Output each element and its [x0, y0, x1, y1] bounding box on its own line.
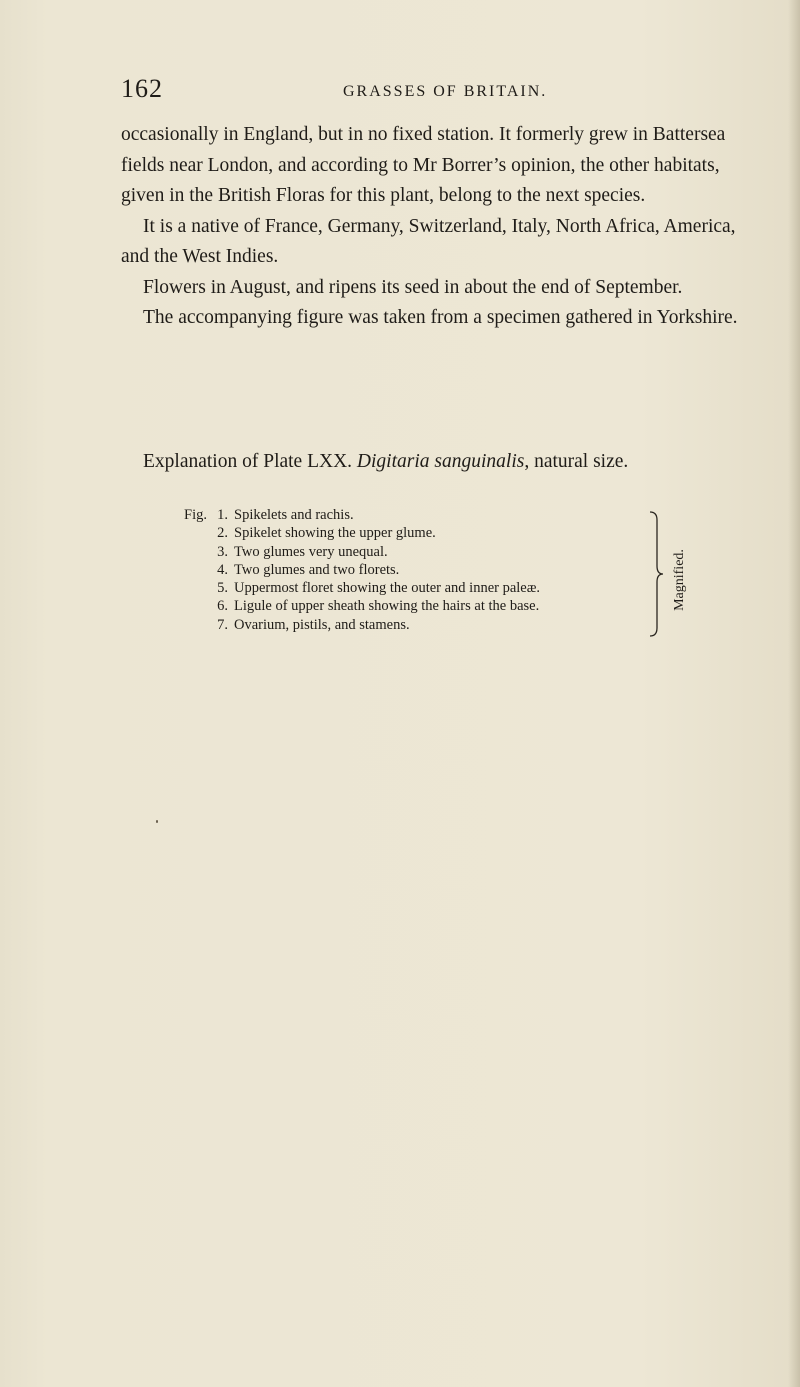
figure-description: Spikelets and rachis.: [234, 507, 354, 523]
figure-description: Two glumes very unequal.: [234, 543, 388, 560]
page-edge-shadow: [788, 0, 800, 1387]
figure-number: 5.: [217, 580, 228, 597]
paragraph-native-range: It is a native of France, Germany, Switzerland, Italy, North Africa, America, and the West Indies.: [121, 215, 736, 267]
body-text: [121, 120, 767, 334]
figure-item: [188, 543, 648, 561]
figure-prefix: Fig.: [184, 507, 207, 523]
explanation-prefix: Explanation of Plate LXX.: [143, 451, 353, 472]
paragraph-habitat: occasionally in England, but in no fixed station. It formerly grew in Battersea fields near London, and according to Mr Borrer’s opinion, the other habitats, given in the British Floras for this plant, belong to the next species.: [121, 124, 726, 206]
page-number: 162: [121, 74, 163, 103]
figure-number: 2.: [217, 525, 228, 542]
figure-item: [188, 561, 648, 579]
paper-speck: [156, 820, 158, 823]
running-head: GRASSES OF BRITAIN.: [343, 83, 548, 100]
figure-number: 6.: [217, 598, 228, 615]
figure-number: 7.: [217, 616, 228, 633]
figure-item: [188, 597, 648, 615]
figure-description: Ovarium, pistils, and stamens.: [234, 616, 410, 633]
figure-item: [188, 616, 648, 634]
figure-list: [184, 506, 648, 634]
figure-number: 3.: [217, 543, 228, 560]
paragraph-figure-source: The accompanying figure was taken from a specimen gathered in Yorkshire.: [143, 307, 738, 328]
plate-explanation-heading: [143, 451, 773, 473]
figure-description: Two glumes and two florets.: [234, 561, 400, 578]
figure-number: 4.: [217, 561, 228, 578]
figure-description: Spikelet showing the upper glume.: [234, 525, 436, 542]
explanation-suffix: , natural size.: [524, 451, 629, 472]
figure-description: Ligule of upper sheath showing the hairs at the base.: [234, 598, 540, 615]
right-brace-icon: [648, 510, 668, 638]
paragraph-flowering: Flowers in August, and ripens its seed in about the end of September.: [143, 276, 683, 298]
figure-item: [184, 506, 648, 524]
figure-description: Uppermost floret showing the outer and inner paleæ.: [234, 580, 541, 597]
figure-item: [188, 579, 648, 597]
figure-number: 1.: [217, 507, 228, 523]
species-name: Digitaria sanguinalis: [356, 451, 525, 472]
magnified-label: Magnified.: [672, 549, 687, 611]
figure-item: [188, 524, 648, 542]
